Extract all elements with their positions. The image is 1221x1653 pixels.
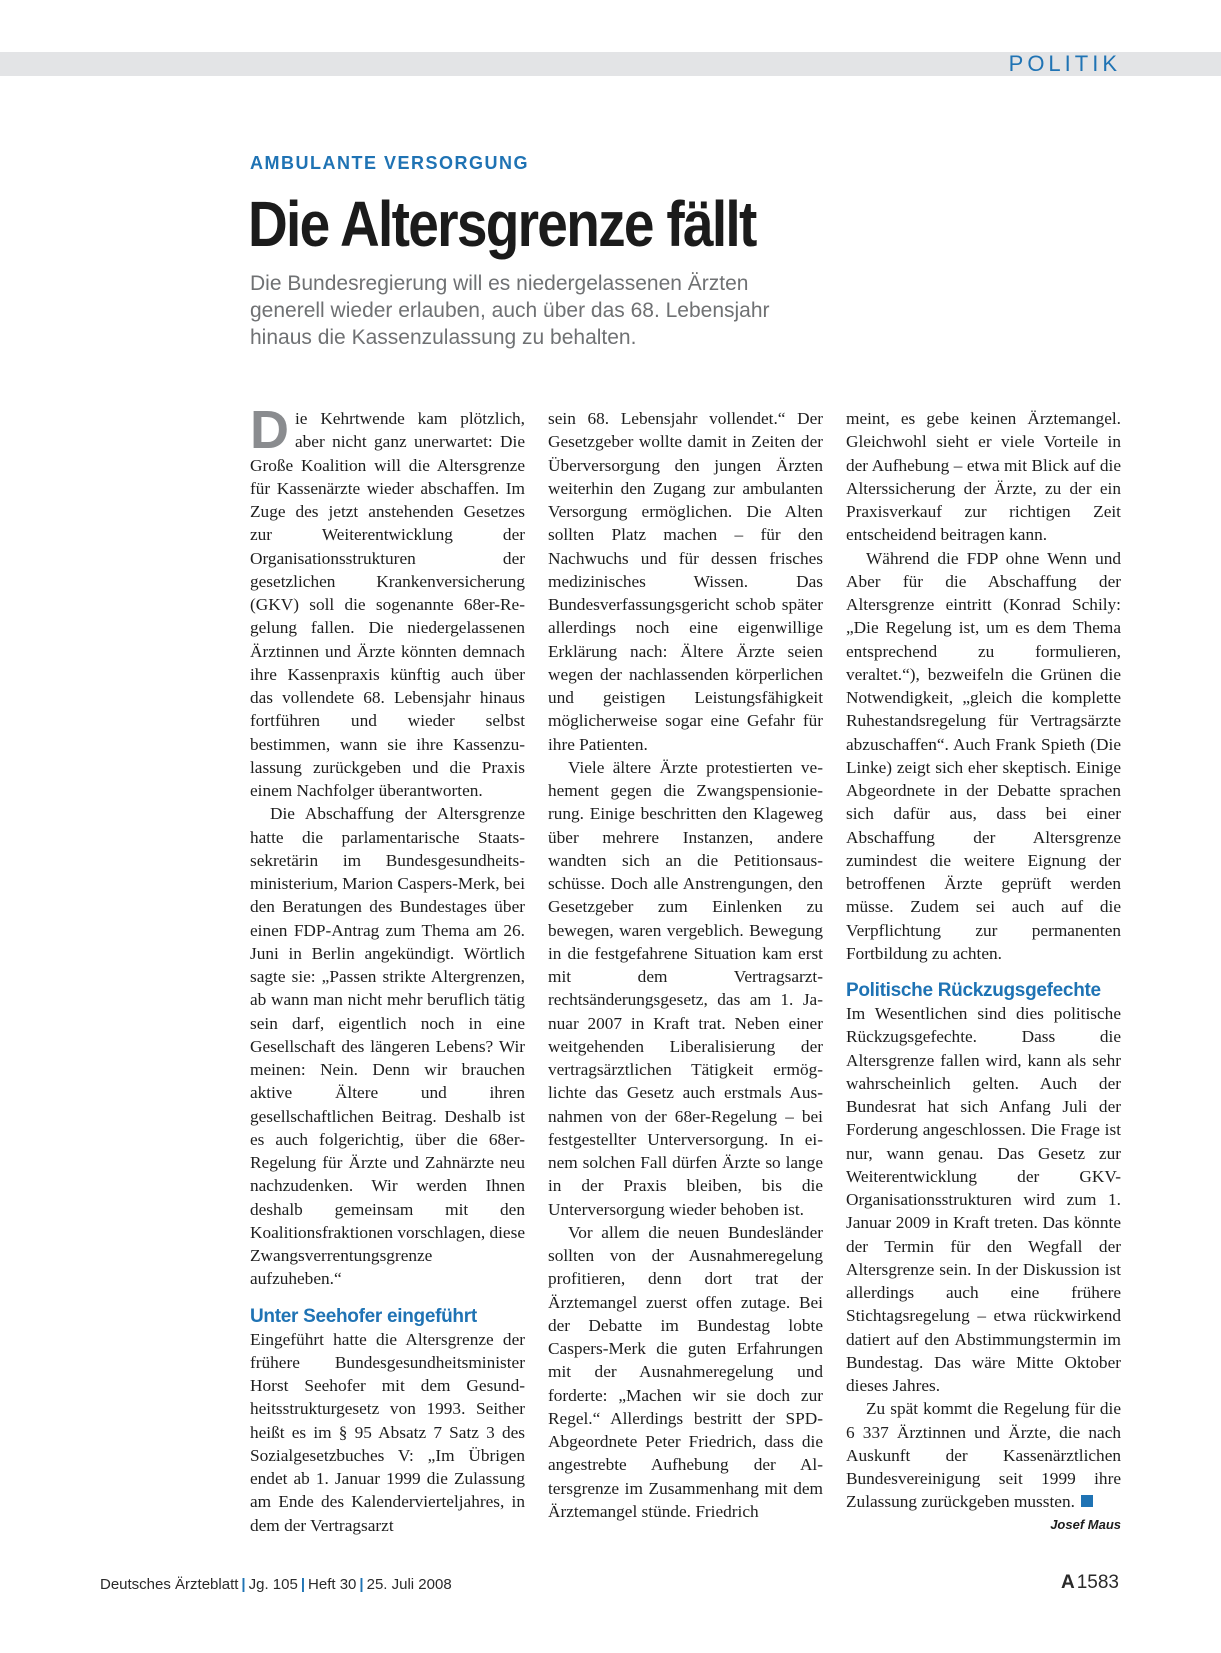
article-column-2: [548, 407, 823, 1523]
separator-icon: |: [241, 1576, 246, 1593]
body-paragraph: Im Wesentlichen sind dies politische Rückzugsgefechte. Dass die Altersgrenze fallen wird, kann als sehr wahrscheinlich gelten. Auch der Bundesrat hat sich Anfang Juli der Forderung angeschlossen. Die Frage ist nur, wann genau. Das Gesetz zur Weiterentwicklung der GKV-Organisationsstrukturen wird zum 1. Januar 2009 in Kraft treten. Das könnte der Termin für den Wegfall der Altersgrenze sein. In der Diskussion ist allerdings auch eine frühere Stichtagsregelung – etwa rückwirkend datiert auf den Abstimmungstermin im Bundestag. Das wäre Mitte Oktober dieses Jahres.: [846, 1004, 1121, 1395]
volume: Jg. 105: [248, 1576, 298, 1593]
lead-line: generell wieder erlauben, auch über das 68. Lebensjahr: [250, 299, 770, 322]
author-byline: Josef Maus: [1050, 1516, 1121, 1532]
separator-icon: |: [300, 1576, 306, 1593]
article-column-1: [250, 400, 526, 1537]
section-label: POLITIK: [1008, 51, 1121, 76]
body-paragraph: Eingeführt hatte die Altersgrenze der frühere Bundesgesundheitsminister Horst Seehofer mit dem Gesundheitsstrukturgesetz von 1993. Seither heißt es im § 95 Absatz 7 Satz 3 des Sozialgesetzbuches V: „Im Übrigen endet ab 1. Januar 1999 die Zulassung am Ende des Kalendervierteljahres, in dem der Vertragsarzt: [250, 1329, 525, 1535]
end-mark-icon: [1081, 1495, 1093, 1507]
article-title: Die Altersgrenze fällt: [248, 188, 756, 260]
publication-name: Deutsches Ärzteblatt: [100, 1576, 239, 1593]
footer-publication-info: [100, 1576, 452, 1593]
lead-line: Die Bundesregierung will es niedergelassenen Ärzten: [250, 272, 749, 295]
page-number: A 1583: [1060, 1572, 1119, 1593]
article-kicker: AMBULANTE VERSORGUNG: [250, 153, 530, 173]
lead-line: hinaus die Kassenzulassung zu behalten.: [250, 326, 637, 349]
body-paragraph: Während die FDP ohne Wenn und Aber für die Abschaffung der Altersgrenze eintritt (Konrad Schily: „Die Regelung ist, um es dem Thema entsprechend zu formulieren, veraltet.“), bezweifeln die Grünen die Notwendigkeit, „gleich die komplette Ruhestandsregelung für Vertragsärzte abzuschaffen“. Auch Frank Spieth (Die Linke) zeigt sich eher skeptisch. Einige Abgeordnete in der Debatte sprachen sich dafür aus, dass bei einer Abschaffung der Altersgrenze zumindest die weitere Eignung der betroffenen Ärzte geprüft werden müsse. Zudem sei auch auf die Verpflichtung zur permanenten Fortbildung zu achten.: [846, 548, 1121, 963]
article-lead: [250, 270, 840, 351]
issue-date: 25. Juli 2008: [366, 1576, 452, 1593]
body-paragraph: Die Abschaffung der Altersgrenze hatte die parlamentarische Staatssekretärin im Bundesgesundheitsministerium, Marion Caspers-Merk, bei den Beratungen des Bundestages über einen FDP-Antrag zum Thema am 26. Juni in Berlin angekündigt. Wörtlich sagte sie: „Passen strikte Altergrenzen, ab wann man nicht mehr beruflich tätig sein darf, eigentlich noch in eine Gesellschaft des längeren Lebens? Wir meinen: Nein. Denn wir brauchen aktive Ältere und ihren gesellschaftlichen Beitrag. Deshalb ist es auch folgerichtig, über die 68er-Regelung für Ärzte und Zahnärzte neu nachzudenken. Wir werden Ihnen deshalb gemeinsam mit den Koalitionsfraktionen vorschlagen, diese Zwangsverrentungsgrenze aufzuheben.“: [250, 804, 526, 1289]
body-paragraph: Die Kehrtwende kam plötzlich, aber nicht ganz unerwartet: Die Große Koalition will die Altersgrenze für Kassenärzte wieder abschaffen. Im Zuge des jetzt anstehenden Gesetzes zur Weiterentwicklung der Organisationsstrukturen der gesetzlichen Krankenversicherung (GKV) soll die sogenannte 68er-Regelung fallen. Die niedergelassenen Ärztinnen und Ärzte könnten demnach ihre Kassenpraxis künftig auch über das vollendete 68. Lebensjahr hinaus fortführen und wieder selbst bestimmen, wann sie ihre Kassenzulassung zurückgeben und die Praxis einem Nachfolger überantworten.: [250, 400, 525, 800]
body-paragraph: Viele ältere Ärzte protestierten vehement gegen die Zwangspensionierung. Einige beschritten den Klageweg über mehrere Instanzen, andere wandten sich an die Petitionsausschüsse. Doch alle Anstrengungen, den Gesetzgeber zum Einlenken zu bewegen, waren vergeblich. Bewegung in die festgefahrene Situation kam erst mit dem Vertragsarztrechtsänderungsgesetz, das am 1. Januar 2007 in Kraft trat. Neben einer weitgehenden Liberalisierung der vertragsärztlichen Tätigkeit ermöglichte das Gesetz auch erstmals Ausnahmen von der 68er-Regelung – bei festgestellter Unterversorgung. In einem solchen Fall dürfen Ärzte so lange in der Praxis bleiben, bis die Unterversorgung wieder behoben ist.: [548, 757, 823, 1219]
body-paragraph: sein 68. Lebensjahr vollendet.“ Der Gesetzgeber wollte damit in Zeiten der Überversorgung den jungen Ärzten weiterhin den Zugang zur ambulanten Versorgung ermöglichen. Die Alten sollten Platz machen – für den Nachwuchs und für dessen frisches medizinisches Wissen. Das Bundesverfassungsgericht schob später allerdings noch eine eigenwillige Erklärung nach: Ältere Ärzte seien wegen der nachlassenden körperlichen und geistigen Leistungsfähigkeit möglicherweise sogar eine Gefahr für ihre Patienten.: [548, 409, 823, 754]
body-paragraph: Vor allem die neuen Bundesländer sollten von der Ausnahmeregelung profitieren, denn dort trat der Ärztemangel zuerst offen zutage. Bei der Debatte im Bundestag lobte Caspers-Merk die guten Erfahrungen mit der Ausnahmeregelung und forderte: „Machen wir sie doch zur Regel.“ Allerdings bestritt der SPD-Abgeordnete Peter Friedrich, dass die angestrebte Aufhebung der Altersgrenze im Zusammenhang mit dem Ärztemangel stünde. Friedrich: [548, 1222, 823, 1521]
article-column-3: [846, 407, 1121, 1536]
issue: Heft 30: [308, 1576, 357, 1593]
body-paragraph: meint, es gebe keinen Ärztemangel. Gleichwohl sieht er viele Vorteile in der Aufhebung – etwa mit Blick auf die Alterssicherung der Ärzte, zu der ein Praxisverkauf zur richtigen Zeit entscheidend beitragen kann.: [846, 409, 1121, 545]
section-header-bar: [0, 52, 1221, 76]
subheading: Unter Seehofer eingeführt: [250, 1305, 477, 1327]
separator-icon: |: [359, 1576, 364, 1593]
drop-cap: D: [250, 400, 289, 460]
body-paragraph: Zu spät kommt die Regelung für die 6 337 Ärztinnen und Ärzte, die nach Auskunft der Kassenärztlichen Bundesvereinigung seit 1999 ihre Zulassung zurückgeben mussten.: [846, 1399, 1121, 1512]
subheading: Politische Rückzugsgefechte: [846, 980, 1101, 1001]
